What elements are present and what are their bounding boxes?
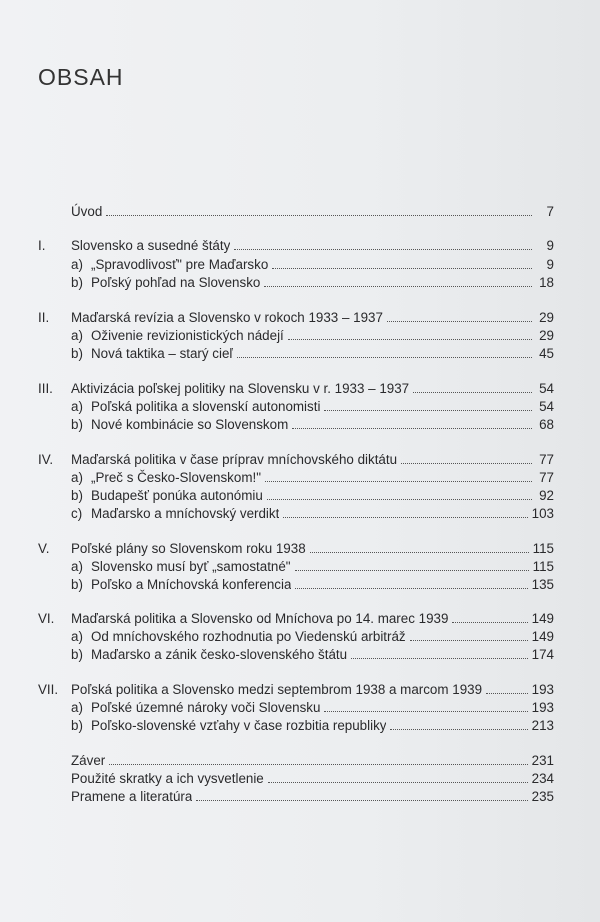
toc-entry: [38, 788, 554, 806]
entry-title: Od mníchovského rozhodnutia po Viedenskú arbitráž: [91, 629, 406, 644]
page-number: 235: [531, 789, 554, 804]
section-letter: a): [71, 559, 83, 574]
entry-title: Poľská politika a slovenskí autonomisti: [91, 399, 321, 414]
page-number: 149: [531, 629, 554, 644]
toc-entry: [38, 451, 554, 469]
entry-title: Použité skratky a ich vysvetlenie: [71, 771, 264, 786]
entry-title: Maďarsko a zánik česko-slovenského štátu: [91, 647, 348, 662]
toc-entry: [38, 646, 554, 664]
toc-entry: [38, 505, 554, 523]
section-letter: c): [71, 506, 83, 521]
chapter-number: VI.: [38, 611, 55, 626]
dot-leader: [292, 427, 532, 429]
section-letter: b): [71, 346, 83, 361]
page-number: 174: [531, 647, 554, 662]
entry-title: Poľsko a Mníchovská konferencia: [91, 577, 292, 592]
dot-leader: [268, 781, 528, 783]
section-letter: b): [71, 647, 83, 662]
page-number: 149: [531, 611, 554, 626]
entry-title: Maďarsko a mníchovský verdikt: [91, 506, 280, 521]
dot-leader: [196, 799, 527, 801]
dot-leader: [264, 285, 532, 287]
page-number: 54: [539, 399, 554, 414]
page-number: 193: [531, 700, 554, 715]
toc-entry: [38, 681, 554, 699]
toc-entry: [38, 576, 554, 594]
entry-title: Pramene a literatúra: [71, 789, 193, 804]
dot-leader: [272, 267, 532, 269]
page-number: 77: [539, 470, 554, 485]
toc-entry: [38, 558, 554, 576]
toc-entry: [38, 717, 554, 735]
page-title: OBSAH: [38, 64, 124, 90]
toc-entry: [38, 237, 554, 255]
dot-leader: [295, 569, 529, 571]
section-letter: b): [71, 417, 83, 432]
entry-title: Poľsko-slovenské vzťahy v čase rozbitia republiky: [91, 718, 387, 733]
dot-leader: [387, 320, 532, 322]
dot-leader: [106, 214, 532, 216]
dot-leader: [310, 551, 529, 553]
entry-title: Maďarská politika a Slovensko od Mníchova po 14. marec 1939: [71, 611, 449, 626]
page-number: 68: [539, 417, 554, 432]
entry-title: Nové kombinácie so Slovenskom: [91, 417, 289, 432]
dot-leader: [109, 763, 527, 765]
page-number: 231: [531, 753, 554, 768]
toc-entry: [38, 469, 554, 487]
dot-leader: [295, 587, 527, 589]
dot-leader: [288, 338, 532, 340]
toc-entry: [38, 256, 554, 274]
dot-leader: [324, 710, 527, 712]
page-number: 9: [546, 238, 554, 253]
dot-leader: [351, 657, 528, 659]
section-letter: a): [71, 328, 83, 343]
entry-title: Poľské územné nároky voči Slovensku: [91, 700, 321, 715]
toc-entry: [38, 699, 554, 717]
section-letter: b): [71, 577, 83, 592]
section-letter: a): [71, 629, 83, 644]
entry-title: Aktivizácia poľskej politiky na Slovensku v r. 1933 – 1937: [71, 381, 410, 396]
dot-leader: [324, 409, 532, 411]
entry-title: Slovensko a susedné štáty: [71, 238, 231, 253]
chapter-number: III.: [38, 381, 53, 396]
page-number: 115: [532, 541, 554, 556]
dot-leader: [267, 498, 532, 500]
chapter-number: I.: [38, 238, 46, 253]
page-number: 29: [539, 328, 554, 343]
toc-entry: [38, 203, 554, 221]
entry-title: Maďarská revízia a Slovensko v rokoch 1933 – 1937: [71, 310, 383, 325]
page-number: 29: [539, 310, 554, 325]
toc-entry: [38, 309, 554, 327]
dot-leader: [234, 248, 532, 250]
entry-title: Poľské plány so Slovenskom roku 1938: [71, 541, 306, 556]
page-number: 45: [539, 346, 554, 361]
toc-entry: [38, 327, 554, 345]
page-number: 193: [531, 682, 554, 697]
dot-leader: [401, 462, 532, 464]
section-letter: a): [71, 470, 83, 485]
page-number: 9: [546, 257, 554, 272]
entry-title: „Preč s Česko-Slovenskom!": [91, 470, 261, 485]
page-number: 77: [539, 452, 554, 467]
chapter-number: IV.: [38, 452, 54, 467]
chapter-number: V.: [38, 541, 50, 556]
entry-title: Nová taktika – starý cieľ: [91, 346, 234, 361]
chapter-number: II.: [38, 310, 50, 325]
page-number: 18: [539, 275, 554, 290]
toc-entry: [38, 610, 554, 628]
entry-title: Záver: [71, 753, 106, 768]
chapter-number: VII.: [38, 682, 59, 697]
section-letter: a): [71, 257, 83, 272]
page-number: 103: [531, 506, 554, 521]
toc-entry: [38, 274, 554, 292]
toc-entry: [38, 487, 554, 505]
dot-leader: [452, 621, 527, 623]
toc-entry: [38, 628, 554, 646]
dot-leader: [410, 639, 528, 641]
toc-entry: [38, 770, 554, 788]
entry-title: Poľský pohľad na Slovensko: [91, 275, 261, 290]
dot-leader: [237, 356, 532, 358]
dot-leader: [283, 516, 527, 518]
section-letter: a): [71, 700, 83, 715]
entry-title: „Spravodlivosť" pre Maďarsko: [91, 257, 269, 272]
toc-entry: [38, 540, 554, 558]
page-number: 213: [531, 718, 554, 733]
page-number: 54: [539, 381, 554, 396]
entry-title: Poľská politika a Slovensko medzi septembrom 1938 a marcom 1939: [71, 682, 483, 697]
dot-leader: [413, 391, 532, 393]
page-number: 135: [531, 577, 554, 592]
toc-entry: [38, 752, 554, 770]
entry-title: Budapešť ponúka autonómiu: [91, 488, 263, 503]
page-number: 7: [546, 204, 554, 219]
toc-entry: [38, 380, 554, 398]
toc-entry: [38, 345, 554, 363]
dot-leader: [265, 480, 532, 482]
section-letter: b): [71, 488, 83, 503]
page-number: 92: [539, 488, 554, 503]
page-number: 234: [531, 771, 554, 786]
dot-leader: [390, 728, 527, 730]
toc-entry: [38, 416, 554, 434]
toc-entry: [38, 398, 554, 416]
section-letter: b): [71, 275, 83, 290]
dot-leader: [486, 692, 528, 694]
entry-title: Úvod: [71, 204, 103, 219]
entry-title: Oživenie revizionistických nádejí: [91, 328, 284, 343]
section-letter: a): [71, 399, 83, 414]
section-letter: b): [71, 718, 83, 733]
entry-title: Maďarská politika v čase príprav mníchovského diktátu: [71, 452, 398, 467]
page-number: 115: [532, 559, 554, 574]
entry-title: Slovensko musí byť „samostatné": [91, 559, 291, 574]
